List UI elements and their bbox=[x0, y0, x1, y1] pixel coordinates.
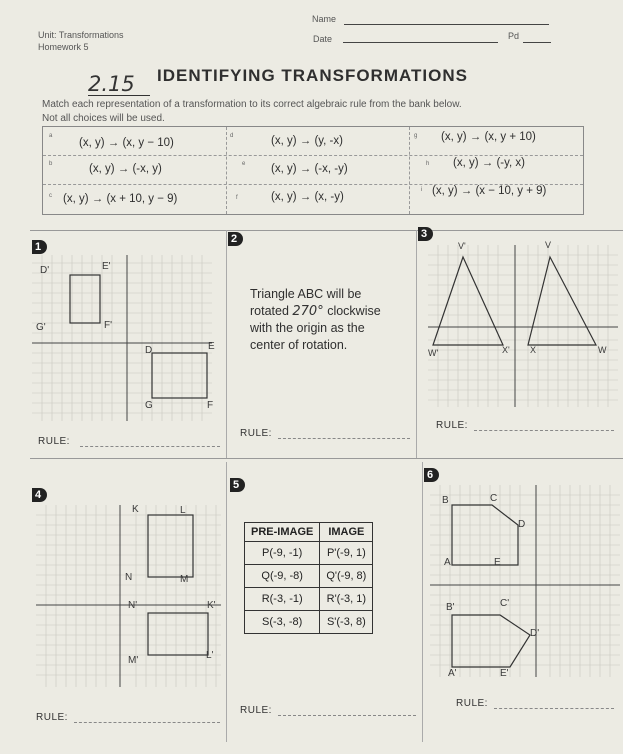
p4-label-n: N bbox=[125, 572, 133, 583]
p4-label-k: K bbox=[132, 504, 139, 515]
choice-e-rule[interactable]: (x, y) → (-x, -y) bbox=[271, 163, 348, 175]
p6-label-b-prime: B' bbox=[446, 602, 455, 613]
p1-label-f: F bbox=[207, 400, 214, 411]
problem-6-answer-line[interactable] bbox=[494, 708, 614, 709]
date-label: Date bbox=[313, 34, 333, 44]
date-line[interactable] bbox=[343, 42, 498, 43]
problem-5-rule-label: RULE: bbox=[240, 705, 272, 716]
problem-4-rule-label: RULE: bbox=[36, 712, 68, 723]
p4-label-k-prime: K' bbox=[207, 600, 216, 611]
p6-label-d-prime: D' bbox=[530, 628, 540, 639]
period-line[interactable] bbox=[523, 42, 551, 43]
divider-top bbox=[30, 230, 623, 231]
table-cell: P'(-9, 1) bbox=[320, 542, 373, 565]
table-row bbox=[245, 611, 373, 634]
problem-1-graph bbox=[32, 255, 222, 425]
table-header-image: IMAGE bbox=[320, 523, 373, 542]
col-divider-4 bbox=[422, 462, 423, 742]
problem-6-rule-label: RULE: bbox=[456, 698, 488, 709]
choice-b-letter: b bbox=[49, 161, 53, 167]
choice-d-letter: d bbox=[230, 133, 234, 139]
problem-1-number: 1 bbox=[32, 240, 47, 254]
p1-label-f-prime: F' bbox=[104, 320, 113, 331]
table-cell: R'(-3, 1) bbox=[320, 588, 373, 611]
problem-2-line3: with the origin as the bbox=[250, 321, 365, 335]
p6-label-a: A bbox=[444, 557, 451, 568]
problem-5-table-wrap bbox=[244, 522, 373, 634]
problem-4-answer-line[interactable] bbox=[74, 722, 220, 723]
problem-4-number: 4 bbox=[32, 488, 47, 502]
problem-5-table bbox=[244, 522, 373, 634]
table-cell: R(-3, -1) bbox=[245, 588, 320, 611]
p6-label-b: B bbox=[442, 495, 449, 506]
choice-g-letter: g bbox=[414, 133, 418, 139]
table-row bbox=[245, 565, 373, 588]
choice-g-rule[interactable]: (x, y) → (x, y + 10) bbox=[441, 131, 536, 143]
problem-2-line2 bbox=[250, 303, 381, 320]
problem-2-line4: center of rotation. bbox=[250, 338, 348, 352]
choice-i-rule[interactable]: (x, y) → (x − 10, y + 9) bbox=[432, 185, 547, 197]
col-divider-2 bbox=[416, 230, 417, 458]
choice-a-rule[interactable]: (x, y) → (x, y − 10) bbox=[79, 137, 174, 149]
problem-3-number: 3 bbox=[418, 227, 433, 241]
p6-label-e: E bbox=[494, 557, 501, 568]
problem-3-graph bbox=[428, 245, 623, 410]
table-cell: S(-3, -8) bbox=[245, 611, 320, 634]
choice-b-rule[interactable]: (x, y) → (-x, y) bbox=[89, 163, 162, 175]
choice-f-rule[interactable]: (x, y) → (x, -y) bbox=[271, 191, 344, 203]
p6-label-d: D bbox=[518, 519, 526, 530]
problem-2-answer-line[interactable] bbox=[278, 438, 410, 439]
instructions-line1: Match each representation of a transformation to its correct algebraic rule from the bank below. bbox=[42, 99, 462, 110]
page-title: IDENTIFYING TRANSFORMATIONS bbox=[157, 66, 468, 85]
problem-5-number: 5 bbox=[230, 478, 245, 492]
instructions-line2: Not all choices will be used. bbox=[42, 113, 165, 124]
p1-label-e-prime: E' bbox=[102, 261, 111, 272]
divider-middle bbox=[30, 458, 623, 459]
handwritten-underline bbox=[88, 95, 150, 96]
p4-label-m-prime: M' bbox=[128, 655, 139, 666]
name-line[interactable] bbox=[344, 24, 549, 25]
table-cell: S'(-3, 8) bbox=[320, 611, 373, 634]
choice-e-letter: e bbox=[242, 161, 246, 167]
problem-3-rule-label: RULE: bbox=[436, 420, 468, 431]
p3-label-w-prime: W' bbox=[428, 348, 439, 358]
table-cell: P(-9, -1) bbox=[245, 542, 320, 565]
col-divider-3 bbox=[226, 462, 227, 742]
p3-label-x-prime: X' bbox=[502, 345, 510, 355]
p1-label-d: D bbox=[145, 345, 153, 356]
p6-label-e-prime: E' bbox=[500, 668, 509, 679]
p1-label-g-prime: G' bbox=[36, 322, 46, 333]
choice-d-rule[interactable]: (x, y) → (y, -x) bbox=[271, 135, 343, 147]
p3-label-v: V bbox=[545, 240, 552, 250]
problem-2-text bbox=[250, 286, 381, 354]
p3-label-w: W bbox=[598, 345, 607, 355]
p6-label-a-prime: A' bbox=[448, 668, 457, 679]
p3-label-v-prime: V' bbox=[458, 241, 466, 251]
problem-2-line2-pre: rotated bbox=[250, 304, 293, 318]
problem-2-number: 2 bbox=[228, 232, 243, 246]
table-row bbox=[245, 542, 373, 565]
problem-6-number: 6 bbox=[424, 468, 439, 482]
p3-label-x: X bbox=[530, 345, 537, 355]
rule-bank bbox=[42, 126, 584, 215]
table-row bbox=[245, 588, 373, 611]
table-cell: Q(-9, -8) bbox=[245, 565, 320, 588]
choice-c-letter: c bbox=[49, 193, 52, 199]
p4-label-l-prime: L' bbox=[206, 650, 214, 661]
problem-6-graph bbox=[430, 485, 623, 680]
p1-label-d-prime: D' bbox=[40, 265, 50, 276]
p1-label-g: G bbox=[145, 400, 153, 411]
problem-5-answer-line[interactable] bbox=[278, 715, 416, 716]
choice-f-letter: f bbox=[236, 195, 238, 201]
period-label: Pd bbox=[508, 31, 520, 41]
choice-c-rule[interactable]: (x, y) → (x + 10, y − 9) bbox=[63, 193, 178, 205]
choice-i-letter: i bbox=[421, 187, 423, 193]
unit-label: Unit: Transformations bbox=[38, 30, 124, 40]
p6-label-c: C bbox=[490, 493, 498, 504]
choice-a-letter: a bbox=[49, 133, 53, 139]
problem-2-line1: Triangle ABC will be bbox=[250, 287, 362, 301]
choice-h-letter: h bbox=[426, 161, 430, 167]
p1-label-e: E bbox=[208, 341, 215, 352]
problem-1-rule-label: RULE: bbox=[38, 436, 70, 447]
choice-h-rule[interactable]: (x, y) → (-y, x) bbox=[453, 157, 525, 169]
name-label: Name bbox=[312, 14, 337, 24]
p4-label-n-prime: N' bbox=[128, 600, 138, 611]
problem-1-answer-line[interactable] bbox=[80, 446, 220, 447]
homework-label: Homework 5 bbox=[38, 42, 89, 52]
table-cell: Q'(-9, 8) bbox=[320, 565, 373, 588]
table-header-preimage: PRE-IMAGE bbox=[245, 523, 320, 542]
problem-2-angle: 270° bbox=[292, 304, 324, 319]
p4-label-m: M bbox=[180, 574, 189, 585]
p6-label-c-prime: C' bbox=[500, 598, 510, 609]
p4-label-l: L bbox=[180, 505, 186, 516]
col-divider-1 bbox=[226, 230, 227, 458]
problem-3-answer-line[interactable] bbox=[474, 430, 614, 431]
problem-2-rule-label: RULE: bbox=[240, 428, 272, 439]
handwritten-number: 2.15 bbox=[88, 72, 135, 96]
problem-2-line2-post: clockwise bbox=[323, 304, 381, 318]
